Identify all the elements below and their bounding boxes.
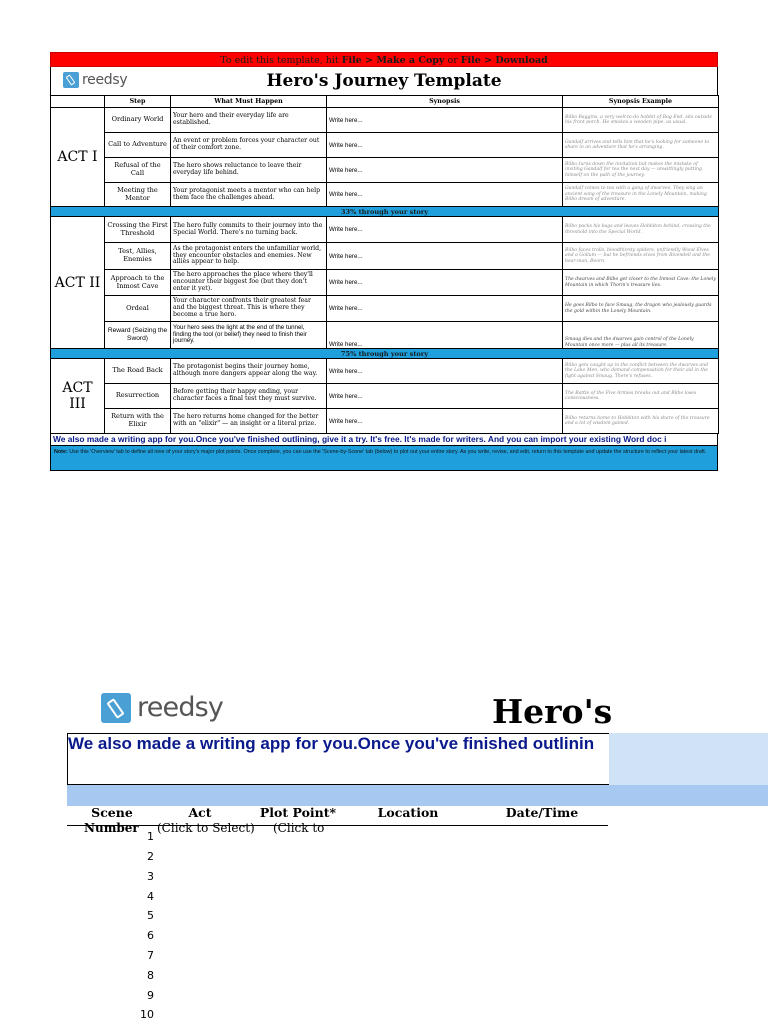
band-label: 33% through your story [51, 207, 719, 217]
table-row [51, 384, 719, 409]
example-cell: Gandalf arrives and tells him that he's looking for someone to share in an adventure that he's arranging. [563, 133, 719, 158]
step-cell: Return with the Elixir [105, 409, 171, 434]
scene-number: 1 [147, 830, 154, 843]
step-cell: Ordeal [105, 296, 171, 322]
column-header-date-time: Date/Time [505, 805, 579, 820]
step-cell: Ordinary World [105, 108, 171, 133]
table-row [51, 108, 719, 133]
must-happen-cell: The hero fully commits to their journey into the Special World. There's no turning back. [171, 217, 327, 243]
scene-number: 9 [147, 989, 154, 1002]
example-cell: Bilbo Baggins, a very well-to-do hobbit of Bag End, sits outside his front porch. He smokes a wooden pipe, as usual. [563, 108, 719, 133]
table-row [51, 322, 719, 349]
make-copy-command: File > Make a Copy [341, 55, 445, 66]
column-header-plot-point: Plot Point* [259, 805, 337, 820]
step-cell: Refusal of the Call [105, 158, 171, 183]
step-cell: Meeting the Mentor [105, 183, 171, 207]
synopsis-cell[interactable]: Write here... [327, 270, 563, 296]
title-row [50, 67, 718, 95]
example-cell: Bilbo gets caught up in the conflict between the dwarves and the Lake Men, who demand compensation for their aid in the fight against Smaug. There's refuses. [563, 359, 719, 384]
note-label: Note: [54, 449, 68, 455]
synopsis-cell[interactable]: Write here... [327, 217, 563, 243]
download-command: File > Download [460, 55, 548, 66]
quill-icon [101, 693, 131, 723]
column-header-scene: Scene [91, 805, 133, 820]
table-row [51, 217, 719, 243]
step-cell: Reward (Seizing the Sword) [105, 322, 171, 349]
hero-journey-sheet [50, 52, 718, 471]
synopsis-cell[interactable]: Write here... [327, 384, 563, 409]
must-happen-cell: Your hero sees the light at the end of the tunnel, finding the tool (or belief) they need to finish their journey. [171, 322, 327, 349]
scene-by-scene-sheet [0, 680, 768, 1024]
column-header-act: Act [188, 805, 212, 820]
example-cell: Bilbo faces trolls, bloodthirsty spiders, unfriendly Wood Elves and a Gollum — but he befriends elves from Rivendell and the bear-man, Beorn. [563, 243, 719, 270]
page-title: Hero's [492, 692, 613, 731]
must-happen-cell: The hero approaches the place where they'll encounter their biggest foe (but they don't enter it yet). [171, 270, 327, 296]
progress-band-75 [51, 349, 719, 359]
table-row [51, 409, 719, 434]
header-band [67, 785, 768, 806]
scene-number: 5 [147, 909, 154, 922]
synopsis-cell[interactable]: Write here... [327, 108, 563, 133]
edit-instructions-banner [50, 52, 718, 67]
header-step: Step [105, 96, 171, 108]
step-cell: Approach to the Inmost Cave [105, 270, 171, 296]
header-row [51, 96, 719, 108]
usage-note [50, 445, 718, 471]
page-title: Hero's Journey Template [266, 71, 502, 91]
column-header-location: Location [377, 805, 439, 820]
example-cell: The Battle of the Five Armies breaks out and Bilbo loses consciousness. [563, 384, 719, 409]
header-what-must-happen: What Must Happen [171, 96, 327, 108]
must-happen-cell: As the protagonist enters the unfamiliar world, they encounter obstacles and enemies. New allies appear to help. [171, 243, 327, 270]
banner-text: To edit this template, hit [220, 55, 342, 66]
scene-number: 8 [147, 969, 154, 982]
logo-wordmark: reedsy [137, 692, 224, 723]
must-happen-cell: Your character confronts their greatest fear and the biggest threat. This is where they become a true hero. [171, 296, 327, 322]
plot-point-select-hint[interactable]: (Click to [273, 821, 325, 835]
act-select-hint[interactable]: (Click to Select) [157, 821, 255, 835]
example-cell: The dwarves and Bilbo get closer to the Inmost Cave: the Lonely Mountain in which Thorin's treasure lies. [563, 270, 719, 296]
column-header-scene-sub: Number [84, 821, 139, 835]
must-happen-cell: Before getting their happy ending, your character faces a final test they must survive. [171, 384, 327, 409]
synopsis-cell[interactable]: Write here... [327, 158, 563, 183]
step-cell: Crossing the First Threshold [105, 217, 171, 243]
synopsis-cell[interactable]: Write here... [327, 409, 563, 434]
reedsy-logo-large [101, 692, 223, 723]
must-happen-cell: The hero returns home changed for the better with an "elixir" — an insight or a literal prize. [171, 409, 327, 434]
example-cell: Bilbo packs his bags and leaves Hobbiton behind, crossing the threshold into the Special World. [563, 217, 719, 243]
synopsis-cell[interactable]: Write here... [327, 322, 563, 349]
logo-wordmark: reedsy [82, 72, 128, 88]
must-happen-cell: Your protagonist meets a mentor who can help them face the challenges ahead. [171, 183, 327, 207]
promo-box-fill [609, 733, 768, 785]
act-label: ACT I [51, 108, 105, 207]
synopsis-cell[interactable]: Write here... [327, 296, 563, 322]
writing-app-promo[interactable]: We also made a writing app for you.Once you've finished outlinin [68, 734, 595, 753]
example-cell: Bilbo turns down the invitation but makes the mistake of inviting Gandalf for tea the next day — unwittingly putting himself on the path of the journey. [563, 158, 719, 183]
synopsis-cell[interactable]: Write here... [327, 359, 563, 384]
table-row [51, 183, 719, 207]
example-cell: He goes Bilbo to face Smaug, the dragon who jealously guards the gold within the Lonely Mountain. [563, 296, 719, 322]
journey-table [50, 95, 719, 434]
table-row [51, 359, 719, 384]
writing-app-promo[interactable]: We also made a writing app for you.Once you've finished outlining, give it a try. It's free. It's made for writers. And you can import your existing Word doc i [50, 434, 718, 445]
must-happen-cell: The protagonist begins their journey home, although more dangers appear along the way. [171, 359, 327, 384]
table-row [51, 158, 719, 183]
scene-number: 3 [147, 870, 154, 883]
header-synopsis-example: Synopsis Example [563, 96, 719, 108]
progress-band-33 [51, 207, 719, 217]
example-cell: Smaug dies and the dwarves gain control of the Lonely Mountain once more — plus all its treasure. [563, 322, 719, 349]
table-row [51, 296, 719, 322]
header-synopsis: Synopsis [327, 96, 563, 108]
act-label: ACT III [51, 359, 105, 434]
must-happen-cell: Your hero and their everyday life are established. [171, 108, 327, 133]
step-cell: Test, Allies, Enemies [105, 243, 171, 270]
must-happen-cell: An event or problem forces your character out of their comfort zone. [171, 133, 327, 158]
synopsis-cell[interactable]: Write here... [327, 133, 563, 158]
note-text: Use this 'Overview' tab to define all nine of your story's major plot points. Once complete, you can use the 'Scene-by-Scene' tab (below) to plot out your entire story. As you write, revise, and edit, return to this template and update the structure to reflect your latest draft. [67, 449, 707, 455]
must-happen-cell: The hero shows reluctance to leave their everyday life behind. [171, 158, 327, 183]
header-empty [51, 96, 105, 108]
example-cell: Bilbo returns home to Hobbiton with his share of the treasure and a lot of wisdom gained. [563, 409, 719, 434]
scene-number: 4 [147, 890, 154, 903]
banner-text-or: or [444, 55, 461, 66]
scene-number: 10 [140, 1008, 154, 1021]
header-underline [67, 825, 608, 826]
step-cell: The Road Back [105, 359, 171, 384]
scene-number: 2 [147, 850, 154, 863]
scene-number: 6 [147, 929, 154, 942]
band-label: 75% through your story [51, 349, 719, 359]
scene-number: 7 [147, 949, 154, 962]
act-label: ACT II [51, 217, 105, 349]
synopsis-cell[interactable]: Write here... [327, 243, 563, 270]
table-row [51, 270, 719, 296]
table-row [51, 133, 719, 158]
synopsis-cell[interactable]: Write here... [327, 183, 563, 207]
step-cell: Resurrection [105, 384, 171, 409]
step-cell: Call to Adventure [105, 133, 171, 158]
table-row [51, 243, 719, 270]
example-cell: Gandalf comes to tea with a gang of dwarves. They sing an ancient song of the treasure in the Lonely Mountain, making Bilbo dream of adventure. [563, 183, 719, 207]
